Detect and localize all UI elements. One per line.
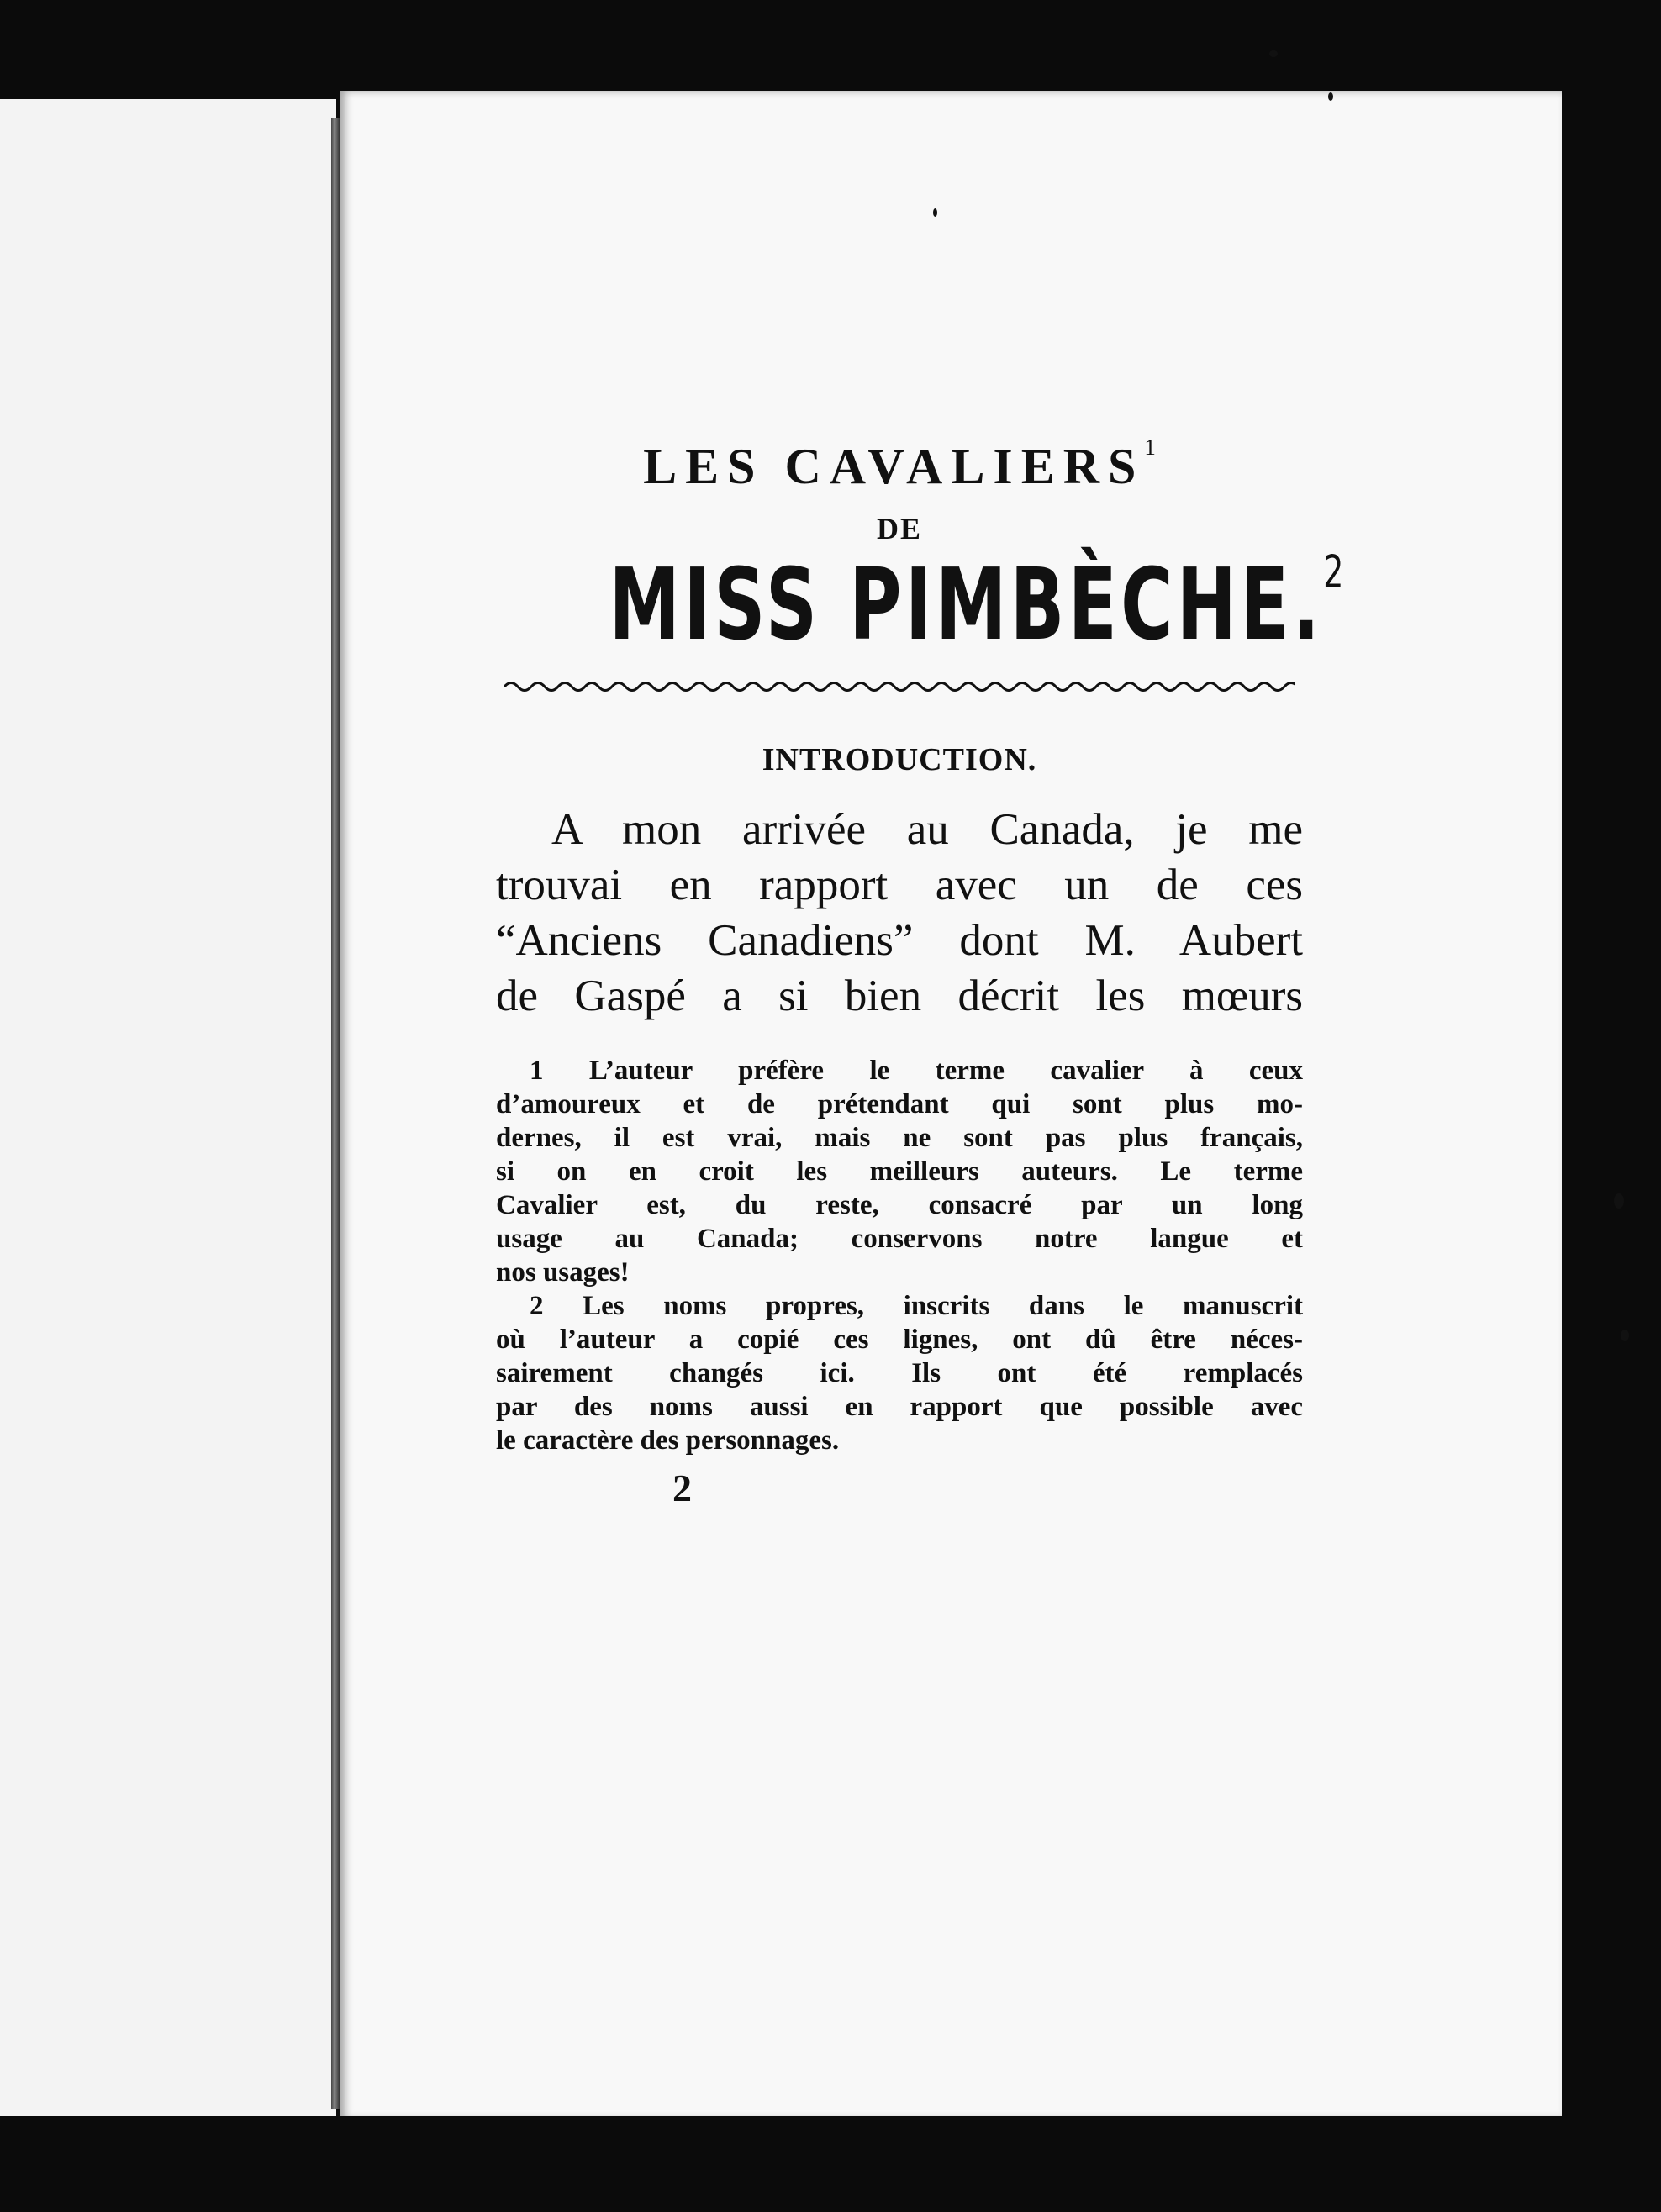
footnote-line: Cavalier est, du reste, consacré par un long bbox=[496, 1189, 1303, 1220]
section-heading: INTRODUCTION. bbox=[762, 741, 1037, 777]
scan-speck bbox=[933, 208, 937, 217]
footnote-2 bbox=[496, 1289, 1303, 1457]
footnote-line: sairement changés ici. Ils ont été remplacés bbox=[496, 1357, 1303, 1388]
footnote-line: le caractère des personnages. bbox=[496, 1425, 840, 1456]
scan-speck bbox=[1328, 92, 1333, 101]
body-line: de Gaspé a si bien décrit les mœurs bbox=[496, 971, 1303, 1020]
page-content bbox=[496, 420, 1344, 1510]
footnote-line: 2 Les noms propres, inscrits dans le manuscrit bbox=[530, 1290, 1303, 1321]
footnote-line: nos usages! bbox=[496, 1256, 630, 1288]
scan-speck bbox=[1621, 1330, 1629, 1341]
footnote-line: par des noms aussi en rapport que possible avec bbox=[496, 1391, 1303, 1422]
footnote-line: si on en croit les meilleurs auteurs. Le terme bbox=[496, 1156, 1303, 1187]
signature-mark: 2 bbox=[672, 1466, 692, 1509]
body-line: “Anciens Canadiens” dont M. Aubert bbox=[496, 915, 1303, 965]
footnotes bbox=[496, 1054, 1303, 1457]
scan-speck bbox=[1269, 50, 1278, 57]
wavy-divider bbox=[504, 674, 1295, 699]
title-line-2: DE bbox=[876, 512, 922, 545]
footnote-ref-1: 1 bbox=[1144, 434, 1156, 460]
footnote-line: où l’auteur a copié ces lignes, ont dû être néces- bbox=[496, 1324, 1303, 1355]
title-line-1: LES CAVALIERS$^1$ bbox=[643, 434, 1156, 494]
scan-border bbox=[0, 2116, 1661, 2212]
facing-page bbox=[0, 99, 336, 2116]
body-paragraph bbox=[496, 802, 1303, 1024]
footnote-ref-2: 2 bbox=[1323, 546, 1344, 598]
footnote-line: 1 L’auteur préfère le terme cavalier à ceux bbox=[530, 1055, 1303, 1086]
footnote-line: dernes, il est vrai, mais ne sont pas plus français, bbox=[496, 1122, 1303, 1153]
footnote-line: d’amoureux et de prétendant qui sont plus mo- bbox=[496, 1088, 1303, 1119]
footnote-line: usage au Canada; conservons notre langue et bbox=[496, 1223, 1303, 1254]
footnote-1 bbox=[496, 1054, 1303, 1289]
scan-speck bbox=[1614, 1193, 1624, 1209]
body-line: trouvai en rapport avec un de ces bbox=[496, 860, 1303, 909]
title-line-3: MISS PIMBÈCHE.$^2$ bbox=[609, 546, 1344, 662]
body-line: A mon arrivée au Canada, je me bbox=[551, 804, 1303, 854]
book-gutter bbox=[331, 118, 340, 2109]
